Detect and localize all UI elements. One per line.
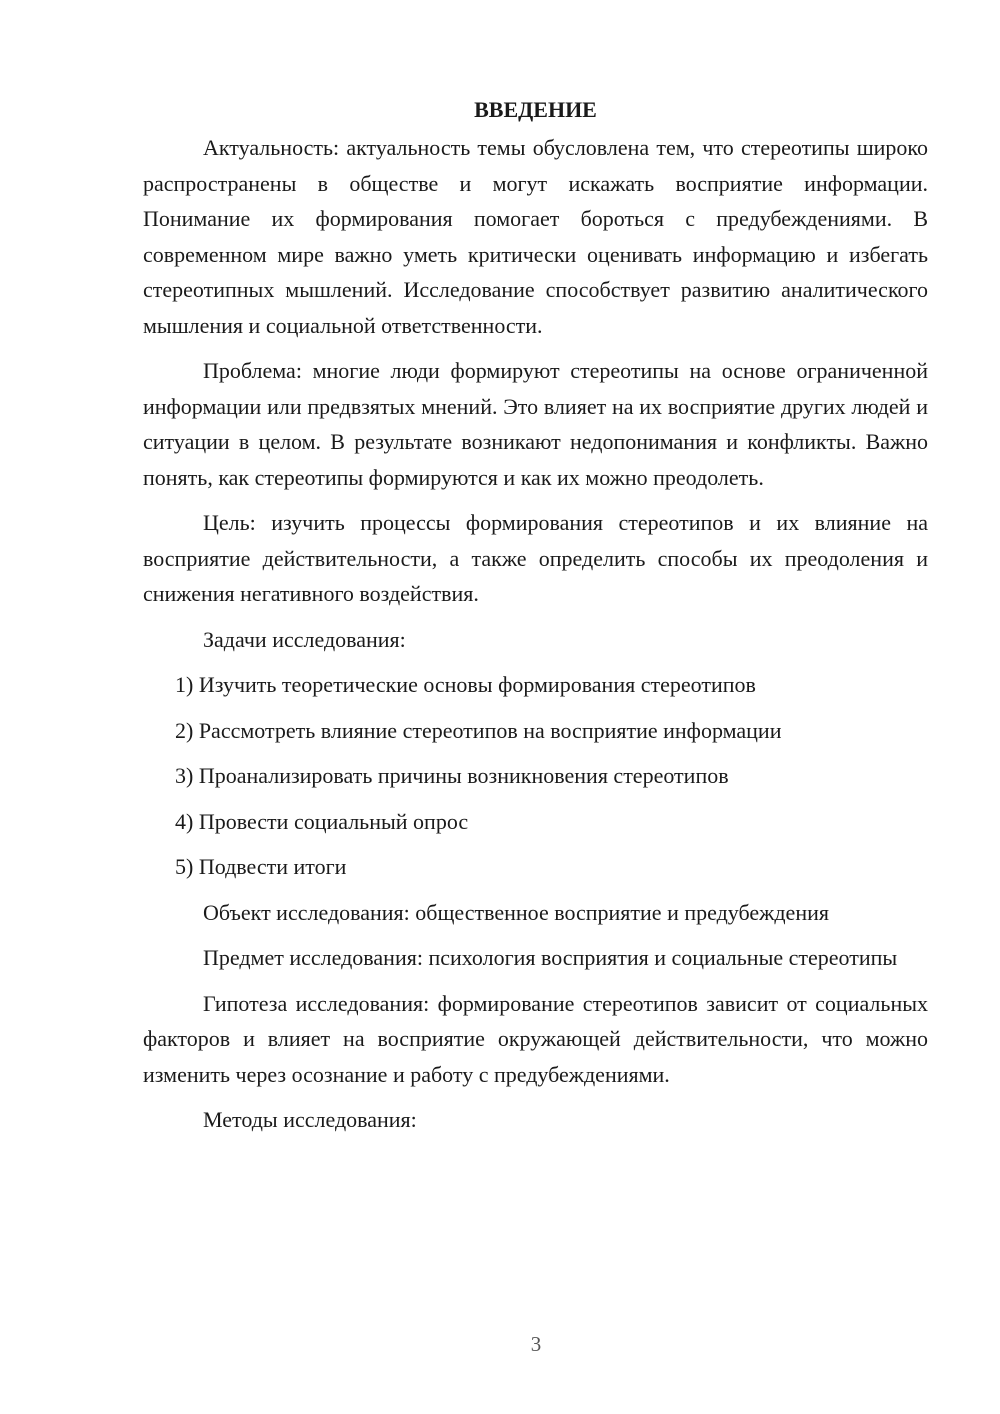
list-item: 5) Подвести итоги bbox=[175, 854, 347, 879]
paragraph-problem: Проблема: многие люди формируют стереотипы на основе ограниченной информации или предвзятых мнений. Это влияет на их восприятие других людей и ситуации в целом. В результате возникают недопонимания и конфликты. Важно понять, как стереотипы формируются и как их можно преодолеть. bbox=[143, 358, 928, 490]
paragraph-goal: Цель: изучить процессы формирования стереотипов и их влияние на восприятие действительности, а также определить способы их преодоления и снижения негативного воздействия. bbox=[143, 510, 928, 606]
paragraph-subject: Предмет исследования: психология восприятия и социальные стереотипы bbox=[203, 945, 898, 970]
list-item: 1) Изучить теоретические основы формирования стереотипов bbox=[175, 672, 756, 697]
paragraph-relevance: Актуальность: актуальность темы обусловлена тем, что стереотипы широко распространены в обществе и могут искажать восприятие информации. Понимание их формирования помогает бороться с предубеждениями. В современном мире важно уметь критически оценивать информацию и избегать стереотипных мышлений. Исследование способствует развитию аналитического мышления и социальной ответственности. bbox=[143, 135, 928, 338]
list-item: 2) Рассмотреть влияние стереотипов на восприятие информации bbox=[175, 717, 782, 743]
tasks-heading: Задачи исследования: bbox=[203, 626, 406, 652]
page-title: ВВЕДЕНИЕ bbox=[474, 97, 597, 122]
list-item: 4) Провести социальный опрос bbox=[175, 808, 469, 834]
paragraph-object: Объект исследования: общественное восприятие и предубеждения bbox=[203, 899, 829, 925]
list-item: 3) Проанализировать причины возникновения стереотипов bbox=[175, 763, 729, 788]
page-content bbox=[143, 92, 928, 1148]
tasks-list bbox=[143, 667, 928, 885]
methods-heading: Методы исследования: bbox=[203, 1107, 417, 1132]
page-number: 3 bbox=[530, 1332, 542, 1356]
paragraph-hypothesis: Гипотеза исследования: формирование стереотипов зависит от социальных факторов и влияет на восприятие окружающей действительности, что можно изменить через осознание и работу с предубеждениями. bbox=[143, 990, 928, 1087]
